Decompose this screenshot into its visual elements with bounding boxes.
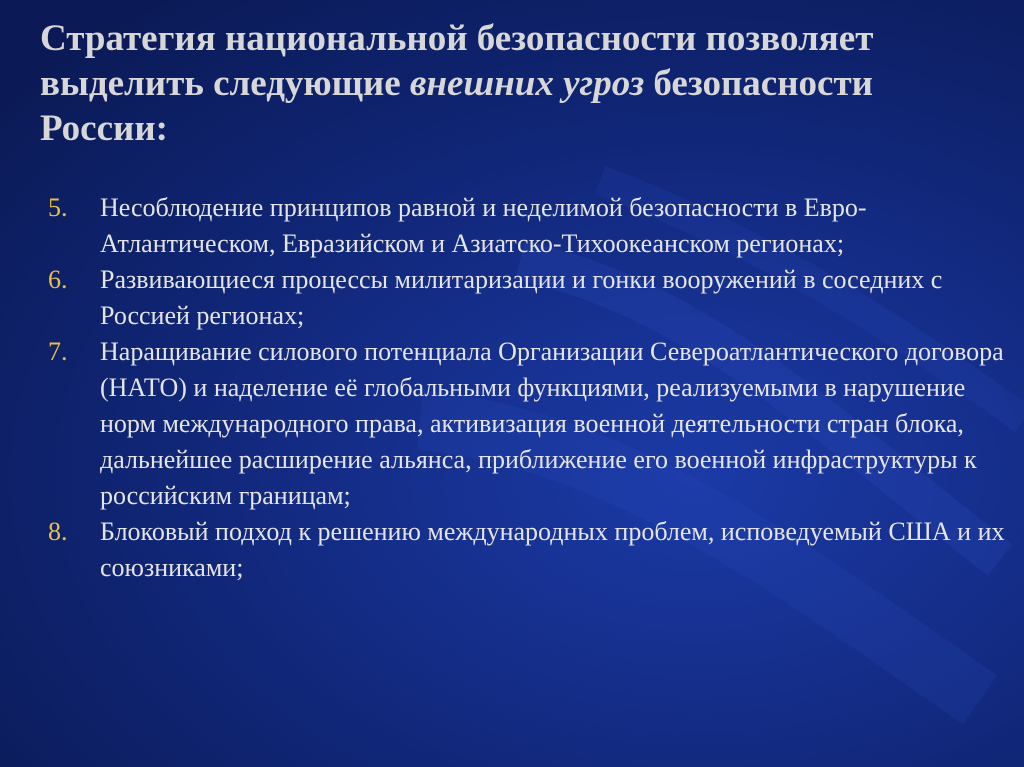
item-text: Наращивание силового потенциала Организации Североатлантического договора (НАТО) и наделение её глобальными функциями, реализуемыми в нарушение норм международного права, активизация военной деятельности стран блока, дальнейшее расширение альянса, приближение его военной инфраструктуры к российским границам; <box>100 337 1004 510</box>
item-number: 6. <box>48 265 68 294</box>
list-item <box>48 334 1008 514</box>
list-item <box>48 262 1008 334</box>
item-text: Развивающиеся процессы милитаризации и гонки вооружений в соседних с Россией регионах; <box>100 265 943 330</box>
item-text: Несоблюдение принципов равной и неделимой безопасности в Евро-Атлантическом, Евразийском и Азиатско-Тихоокеанском регионах; <box>100 193 867 258</box>
list-item <box>48 514 1008 586</box>
title-emphasis: внешних угроз <box>409 63 645 104</box>
threats-list <box>48 190 1008 586</box>
title-part-2: безопасности России: <box>40 63 873 149</box>
slide-title <box>40 16 1000 151</box>
item-number: 5. <box>48 193 68 222</box>
item-text: Блоковый подход к решению международных проблем, исповедуемый США и их союзниками; <box>100 517 1005 582</box>
list-item <box>48 190 1008 262</box>
item-number: 8. <box>48 517 68 546</box>
title-part-1: Стратегия национальной безопасности позволяет выделить следующие <box>40 18 874 104</box>
item-number: 7. <box>48 337 68 366</box>
